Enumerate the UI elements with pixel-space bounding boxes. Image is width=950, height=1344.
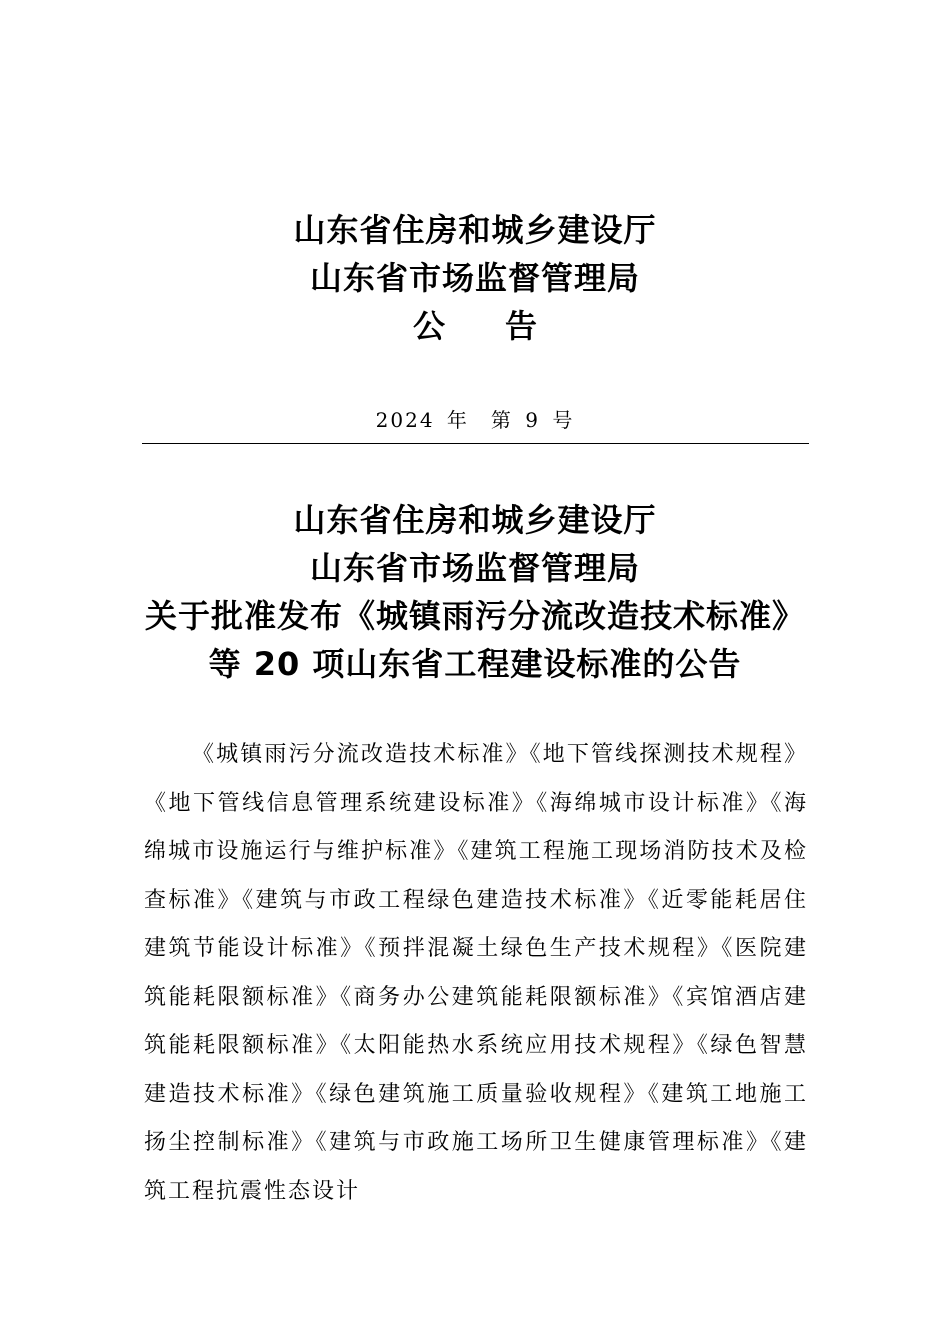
issuer-housing-department: 山东省住房和城乡建设厅 <box>293 211 657 249</box>
notice-label: 公告 <box>412 307 597 345</box>
document-number: 2024 年 第 9 号 <box>375 408 575 432</box>
title-line-subject: 关于批准发布《城镇雨污分流改造技术标准》 <box>144 597 805 635</box>
header-divider <box>142 443 809 444</box>
body-paragraph: 《城镇雨污分流改造技术标准》《地下管线探测技术规程》《地下管线信息管理系统建设标准》《海绵城市设计标准》《海绵城市设施运行与维护标准》《建筑工程施工现场消防技术及检查标准》《建筑与市政工程绿色建造技术标准》《近零能耗居住建筑节能设计标准》《预拌混凝土绿色生产技术规程》《医院建筑能耗限额标准》《商务办公建筑能耗限额标准》《宾馆酒店建筑能耗限额标准》《太阳能热水系统应用技术规程》《绿色智慧建造技术标准》《绿色建筑施工质量验收规程》《建筑工地施工扬尘控制标准》《建筑与市政施工场所卫生健康管理标准》《建筑工程抗震性态设计 <box>144 742 808 1204</box>
issuer-market-supervision-bureau: 山东省市场监督管理局 <box>309 259 640 297</box>
title-line-issuer-1: 山东省住房和城乡建设厅 <box>293 501 657 539</box>
title-line-issuer-2: 山东省市场监督管理局 <box>309 549 640 587</box>
title-line-subject-cont: 等 20 项山东省工程建设标准的公告 <box>208 645 742 683</box>
